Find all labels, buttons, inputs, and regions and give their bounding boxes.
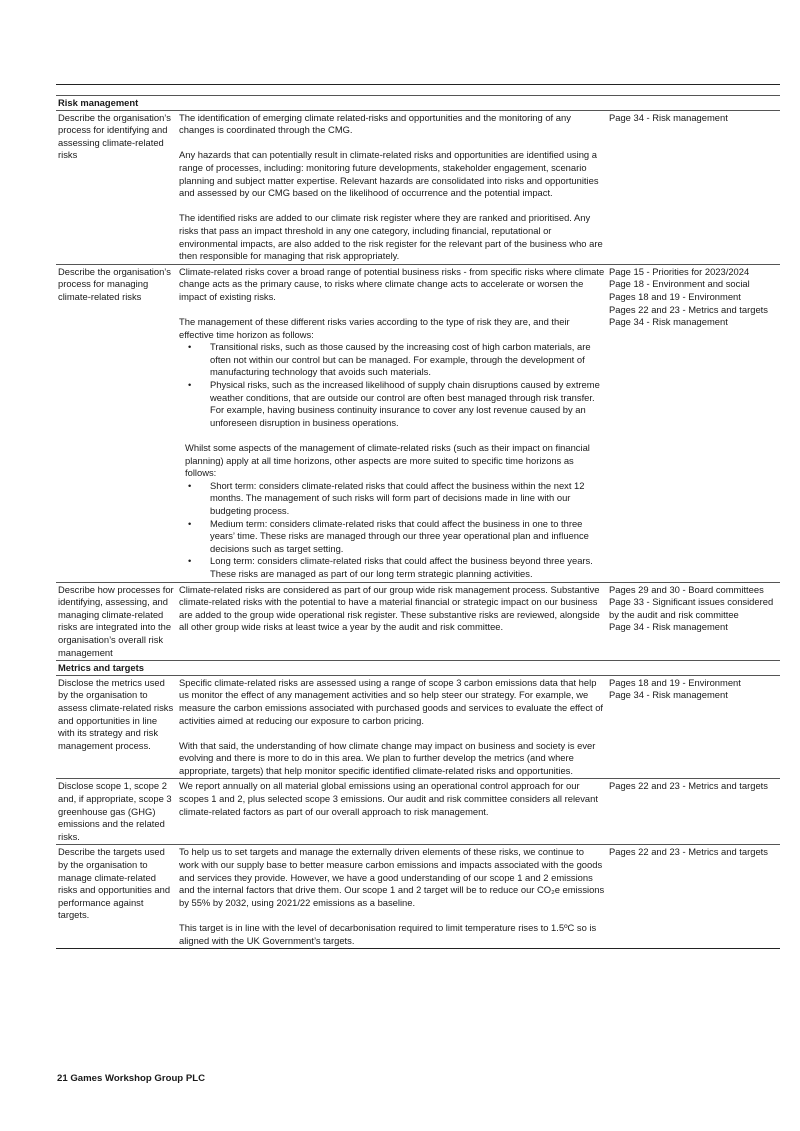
requirement-cell: Describe the organisation’s process for managing climate-related risks — [56, 264, 177, 582]
reference-cell — [607, 845, 780, 949]
paragraph: The identification of emerging climate related-risks and opportunities and the monitoring of any changes is coordinated through the CMG. — [179, 111, 571, 136]
page-reference: Pages 22 and 23 - Metrics and targets — [609, 846, 768, 858]
requirement-cell: Disclose the metrics used by the organisation to assess climate-related risks and opportunities in line with its strategy and risk management process. — [56, 675, 177, 779]
disclosure-cell — [177, 264, 607, 582]
page-reference: Page 34 - Risk management — [609, 689, 728, 701]
paragraph: To help us to set targets and manage the externally driven elements of these risks, we continue to work with our supply base to better measure carbon emissions and impacts associated with the goods and services they provide. However, we have a good understanding of our scope 1 and 2 emissions and the internal factors that drive them. Our scope 1 and 2 target will be to reduce our CO₂e emissions by 55% by 2032, using 2021/22 emissions as a baseline. — [179, 846, 605, 908]
disclosure-cell — [177, 845, 607, 949]
paragraph: Specific climate-related risks are assessed using a range of scope 3 carbon emissions data that help us monitor the effect of any management activities and so help steer our strategy. For example, we measure the carbon emissions associated with purchased goods and services to evaluate the effect of activities aimed at reducing our exposure to carbon pricing. — [179, 676, 604, 726]
page-reference: Pages 18 and 19 - Environment — [609, 676, 741, 688]
paragraph: The management of these different risks varies according to the type of risk they are, and their effective time horizon as follows: — [179, 316, 570, 340]
table-row — [56, 110, 780, 264]
disclosure-cell — [177, 675, 607, 779]
table-row — [56, 779, 780, 845]
paragraph: Whilst some aspects of the management of climate-related risks (such as their impact on financial planning) apply at all time horizons, other aspects are more suited to specific time horizons as follows: — [185, 442, 590, 479]
page-reference: Pages 29 and 30 - Board committees — [609, 583, 764, 595]
page-reference: Page 15 - Priorities for 2023/2024 — [609, 265, 750, 277]
requirement-cell: Describe the targets used by the organisation to manage climate-related risks and opportunities and performance against targets. — [56, 845, 177, 949]
requirement-cell: Describe the organisation’s process for identifying and assessing climate-related risks — [56, 110, 177, 264]
disclosure-cell — [177, 582, 607, 661]
tcfd-disclosure-page — [56, 84, 780, 949]
list-item: • Short term: considers climate-related risks that could affect the business within the next 12 months. The management of such risks will form part of decisions made in line with our budgeting process. — [179, 480, 605, 518]
reference-cell — [607, 582, 780, 661]
paragraph: This target is in line with the level of decarbonisation required to limit temperature rises to 1.5ºC so is aligned with the UK Government’s targets. — [179, 922, 597, 946]
time-horizon-list — [179, 480, 605, 581]
paragraph: The identified risks are added to our climate risk register where they are ranked and prioritised. Any risks that pass an impact threshold in any one category, including financial, reputational or environmental impacts, are also added to the risk register for the relevant part of the business who are then responsible for managing that risk appropriately. — [179, 212, 603, 262]
list-item: • Transitional risks, such as those caused by the increasing cost of high carbon materials, are often not within our control but can be managed. For example, through the development of manufacturing technology that avoids such materials. — [179, 341, 605, 379]
table-row — [56, 264, 780, 582]
reference-cell — [607, 110, 780, 264]
paragraph: We report annually on all material global emissions using an operational control approach for our scopes 1 and 2, plus selected scope 3 emissions. Our audit and risk committee considers all relevant climate-related factors as part of our overall approach to risk management. — [179, 780, 598, 817]
paragraph: Climate-related risks are considered as part of our group wide risk management process. Substantive climate-related risks with the potential to have a material financial or strategic impact on our business are added to the group wide operational risk register. These substantive risks are reviewed, alongside all other group wide risks at least twice a year by the audit and risk committee. — [179, 583, 600, 633]
reference-cell — [607, 779, 780, 845]
list-item: • Medium term: considers climate-related risks that could affect the business in one to three years’ time. These risks are managed through our three year operational plan and influence decisions such as target setting. — [179, 518, 605, 556]
paragraph: Any hazards that can potentially result in climate-related risks and opportunities are identified using a range of processes, including: monitoring future developments, stakeholder engagement, scenario planning and subject matter expertise. Relevant hazards are consolidated into risks and opportunities and assessed by our CMG based on the likelihood of occurrence and the potential impact. — [179, 149, 599, 199]
list-item: • Physical risks, such as the increased likelihood of supply chain disruptions caused by extreme weather conditions, that are outside our control are often best managed through risk transfer. For example, having business continuity insurance to cover any lost revenue caused by an unforeseen disruption in business operations. — [179, 379, 605, 429]
disclosure-cell — [177, 110, 607, 264]
page-reference: Page 34 - Risk management — [609, 316, 728, 328]
table-row — [56, 675, 780, 779]
section-title: Metrics and targets — [56, 661, 780, 676]
section-title: Risk management — [56, 96, 780, 111]
section-header-metrics-and-targets — [56, 661, 780, 676]
paragraph: Climate-related risks cover a broad range of potential business risks - from specific risks where climate change acts as the primary cause, to risks where climate change acts to accelerate or worsen the impact of existing risks. — [179, 265, 605, 302]
table-row — [56, 582, 780, 661]
reference-cell — [607, 675, 780, 779]
page-reference: Pages 22 and 23 - Metrics and targets — [609, 780, 768, 792]
requirement-cell: Disclose scope 1, scope 2 and, if appropriate, scope 3 greenhouse gas (GHG) emissions and the related risks. — [56, 779, 177, 845]
page-footer: 21 Games Workshop Group PLC — [57, 1073, 206, 1084]
table-row — [56, 845, 780, 949]
tcfd-table — [56, 84, 780, 949]
disclosure-cell — [177, 779, 607, 845]
page-reference: Page 34 - Risk management — [609, 621, 728, 633]
requirement-cell: Describe how processes for identifying, assessing, and managing climate-related risks are integrated into the organisation’s overall risk management — [56, 582, 177, 661]
page-reference: Page 18 - Environment and social — [609, 278, 750, 290]
page-reference: Page 33 - Significant issues considered by the audit and risk committee — [609, 596, 774, 620]
risk-type-list — [179, 341, 605, 429]
page-reference: Page 34 - Risk management — [609, 111, 728, 123]
section-header-risk-management — [56, 96, 780, 111]
list-item: • Long term: considers climate-related risks that could affect the business beyond three years. These risks are managed as part of our long term strategic planning activities. — [179, 555, 605, 580]
reference-cell — [607, 264, 780, 582]
page-reference: Pages 22 and 23 - Metrics and targets — [609, 303, 768, 315]
paragraph: With that said, the understanding of how climate change may impact on business and society is ever evolving and there is more to do in this area. We plan to further develop the metrics (and where appropriate, targets) that help monitor specific identified climate-related risks and opportunities. — [179, 739, 596, 776]
page-reference: Pages 18 and 19 - Environment — [609, 290, 741, 302]
